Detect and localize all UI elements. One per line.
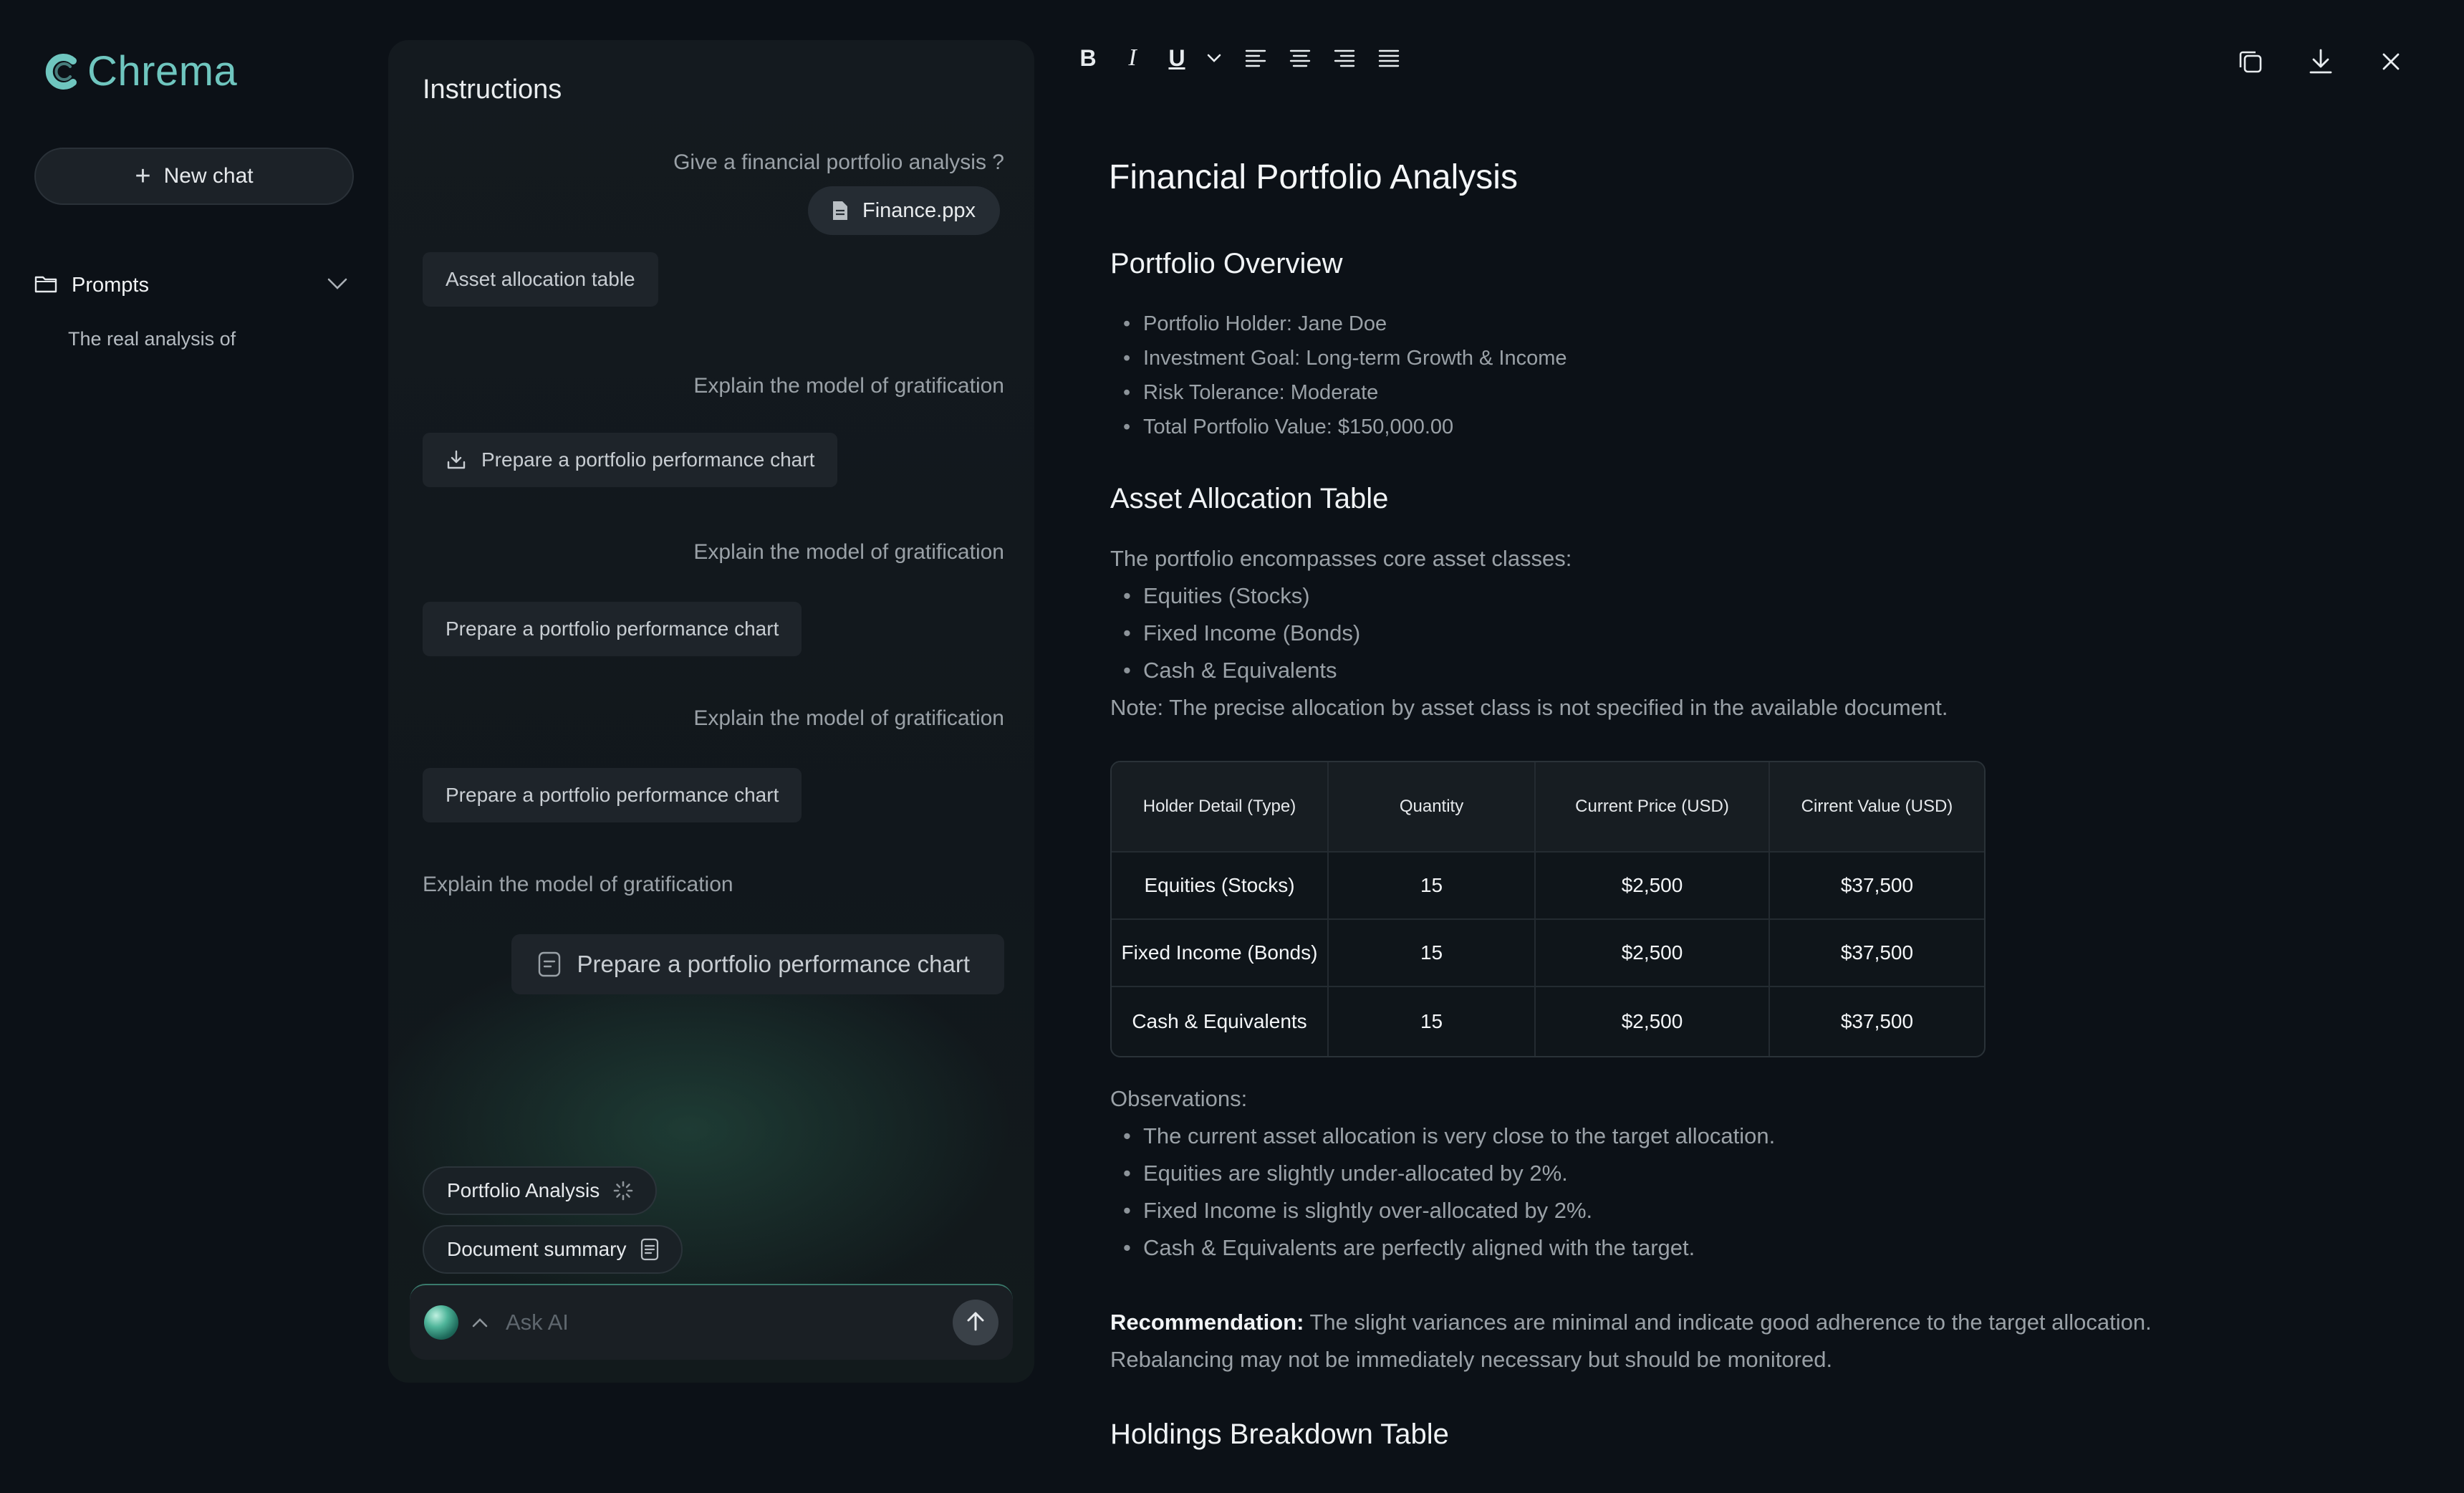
paragraph: The portfolio encompasses core asset classes: [1110, 546, 1572, 571]
response-chip[interactable] [423, 602, 802, 656]
portfolio-analysis-pill[interactable] [423, 1166, 657, 1215]
file-name: Finance.ppx [862, 198, 976, 222]
italic-button[interactable]: I [1128, 44, 1137, 71]
ask-bar [410, 1284, 1013, 1360]
format-toolbar [1070, 40, 1415, 76]
new-chat-label: New chat [163, 164, 254, 188]
doc-icon [640, 1238, 660, 1261]
list-item: • Cash & Equivalents are perfectly aligned with the target. [1123, 1229, 1775, 1267]
user-message: Explain the model of gratification [423, 873, 733, 896]
response-chip[interactable] [423, 252, 658, 307]
app-logo[interactable] [42, 47, 237, 95]
list-item: • Portfolio Holder: Jane Doe [1123, 307, 1567, 341]
underline-button[interactable]: U [1168, 44, 1185, 71]
list-item: • Equities (Stocks) [1123, 577, 1360, 615]
table-row [1112, 853, 1984, 920]
observations-label: Observations: [1110, 1086, 1248, 1111]
close-icon[interactable] [2372, 43, 2410, 80]
user-message: Give a financial portfolio analysis ? [673, 150, 1004, 174]
table-header-row [1112, 762, 1984, 853]
pill-label: Document summary [447, 1238, 627, 1260]
response-chip[interactable] [423, 433, 837, 487]
pill-label: Portfolio Analysis [447, 1179, 600, 1201]
response-label: Asset allocation table [446, 268, 635, 290]
observations-list [1123, 1118, 1775, 1267]
copy-icon[interactable] [2232, 43, 2269, 80]
folder-icon [34, 274, 57, 297]
user-message: Explain the model of gratification [693, 374, 1004, 398]
plus-icon: + [135, 161, 151, 191]
section-heading: Portfolio Overview [1110, 248, 1343, 279]
table-cell: $2,500 [1536, 987, 1770, 1056]
list-item: • The current asset allocation is very close to the target allocation. [1123, 1118, 1775, 1155]
user-message: Explain the model of gratification [693, 540, 1004, 564]
ai-orb-icon[interactable] [424, 1305, 458, 1340]
section-heading: Holdings Breakdown Table [1110, 1418, 1449, 1450]
table-cell: 15 [1329, 853, 1536, 918]
align-center-icon[interactable] [1282, 40, 1318, 76]
bold-button[interactable]: B [1079, 44, 1097, 71]
section-heading: Asset Allocation Table [1110, 483, 1389, 514]
doc-icon [537, 951, 562, 978]
align-right-icon[interactable] [1327, 40, 1362, 76]
send-button[interactable] [953, 1300, 998, 1345]
window-actions [2232, 43, 2410, 80]
table-cell: $37,500 [1840, 941, 1914, 964]
download-icon [446, 449, 467, 471]
table-row [1112, 920, 1984, 987]
overview-list [1123, 307, 1567, 444]
list-item: • Cash & Equivalents [1123, 652, 1360, 689]
recommendation-label: Recommendation: [1110, 1310, 1304, 1335]
recommendation-paragraph [1110, 1310, 2152, 1335]
paragraph: Rebalancing may not be immediately necessary but should be monitored. [1110, 1347, 1833, 1372]
prompt-item[interactable]: The real analysis of [68, 328, 236, 350]
list-item: • Total Portfolio Value: $150,000.00 [1123, 410, 1567, 444]
table-header-cell: Holder Detail (Type) [1112, 762, 1329, 851]
chrema-logo-icon [42, 51, 83, 92]
table-cell: Cash & Equivalents [1112, 987, 1329, 1056]
document-title: Financial Portfolio Analysis [1109, 158, 1518, 196]
list-item: • Fixed Income (Bonds) [1123, 615, 1360, 652]
response-label: Prepare a portfolio performance chart [446, 784, 779, 806]
prompts-label: Prompts [72, 273, 149, 297]
table-cell: $2,500 [1536, 853, 1770, 918]
loader-icon [612, 1180, 634, 1201]
align-justify-icon[interactable] [1371, 40, 1407, 76]
response-label: Prepare a portfolio performance chart [446, 618, 779, 640]
arrow-up-icon [965, 1310, 986, 1336]
sidebar [0, 0, 372, 1493]
list-item: • Investment Goal: Long-term Growth & Income [1123, 341, 1567, 375]
chat-panel [388, 40, 1034, 1383]
table-cell: $2,500 [1536, 920, 1770, 986]
document-summary-pill[interactable] [423, 1225, 683, 1274]
user-message: Explain the model of gratification [693, 706, 1004, 730]
response-label: Prepare a portfolio performance chart [481, 448, 815, 471]
table-row [1112, 987, 1984, 1056]
table-header-cell: Current Price (USD) [1536, 762, 1770, 851]
file-icon [831, 200, 850, 221]
paragraph: Note: The precise allocation by asset class is not specified in the available document. [1110, 695, 1948, 720]
list-item: • Risk Tolerance: Moderate [1123, 375, 1567, 410]
table-cell: $37,500 [1840, 874, 1914, 896]
table-cell: 15 [1329, 920, 1536, 986]
table-cell: 15 [1329, 987, 1536, 1056]
file-attachment[interactable] [808, 186, 1000, 235]
align-left-icon[interactable] [1238, 40, 1274, 76]
response-chip[interactable] [423, 768, 802, 822]
app-name: Chrema [87, 48, 238, 95]
table-cell: $37,500 [1840, 1010, 1914, 1032]
chevron-down-icon[interactable] [327, 277, 348, 294]
recommendation-text: The slight variances are minimal and indicate good adherence to the target allocation. [1309, 1310, 2152, 1335]
download-icon[interactable] [2302, 43, 2339, 80]
response-chip[interactable] [511, 934, 1004, 994]
list-item: • Equities are slightly under-allocated by 2%. [1123, 1155, 1775, 1192]
panel-title: Instructions [423, 75, 562, 105]
list-item: • Fixed Income is slightly over-allocated by 2%. [1123, 1192, 1775, 1229]
response-label: Prepare a portfolio performance chart [577, 951, 970, 977]
asset-class-list [1123, 577, 1360, 689]
table-cell: Equities (Stocks) [1112, 853, 1329, 918]
table-header-cell: Cirrent Value (USD) [1801, 797, 1953, 816]
chevron-up-icon[interactable] [471, 1317, 489, 1328]
ask-input[interactable] [506, 1310, 953, 1335]
table-header-cell: Quantity [1329, 762, 1536, 851]
chevron-down-icon[interactable] [1203, 40, 1225, 76]
asset-allocation-table [1110, 761, 1986, 1057]
new-chat-button[interactable] [34, 148, 354, 205]
prompts-section-toggle[interactable] [34, 271, 350, 299]
table-cell: Fixed Income (Bonds) [1112, 920, 1329, 986]
